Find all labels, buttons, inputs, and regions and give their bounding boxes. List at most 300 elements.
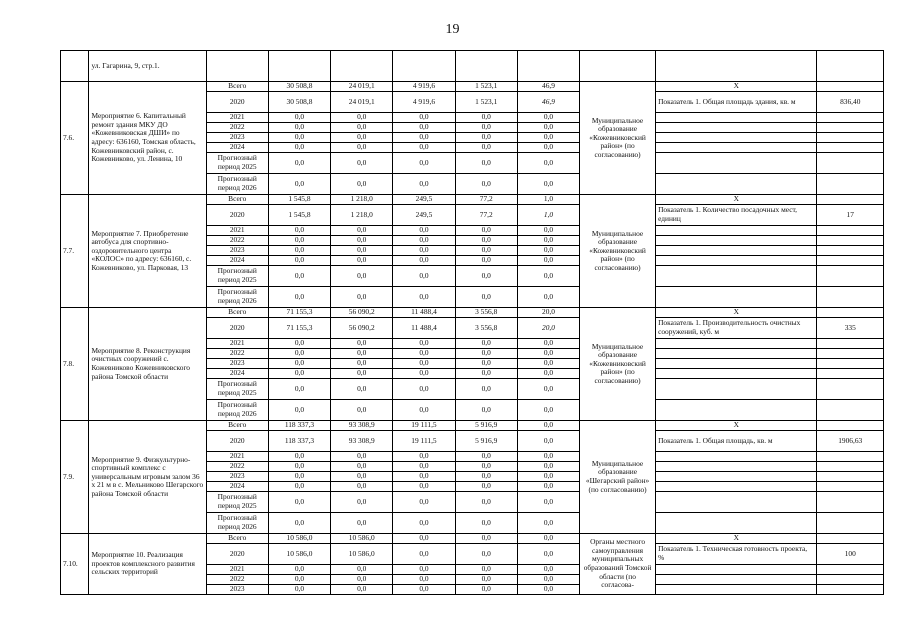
funding-value: 71 155,3 [268, 318, 330, 339]
funding-value: 20,0 [517, 318, 579, 339]
funding-value: 0,0 [331, 236, 393, 246]
funding-value: 56 090,2 [331, 308, 393, 318]
indicator-value-empty [817, 513, 884, 534]
funding-value: 1 218,0 [331, 205, 393, 226]
funding-value: 24 019,1 [331, 92, 393, 113]
funding-value: 1,0 [517, 205, 579, 226]
funding-value: 0,0 [455, 585, 517, 595]
funding-value: 0,0 [393, 575, 455, 585]
funding-value: 0,0 [455, 266, 517, 287]
funding-value: 0,0 [517, 544, 579, 565]
year-label: 2024 [206, 143, 268, 153]
year-label: 2022 [206, 123, 268, 133]
indicator-value-empty [817, 492, 884, 513]
indicator-value-empty [817, 339, 884, 349]
funding-value: 0,0 [331, 143, 393, 153]
funding-value: 0,0 [331, 400, 393, 421]
indicator-value: 836,40 [817, 92, 884, 113]
funding-value: 0,0 [517, 123, 579, 133]
funding-value: 0,0 [268, 472, 330, 482]
funding-value: 10 586,0 [331, 534, 393, 544]
funding-value: 0,0 [455, 113, 517, 123]
funding-value: 0,0 [517, 431, 579, 452]
year-label: 2021 [206, 452, 268, 462]
funding-value: 0,0 [517, 472, 579, 482]
indicator-value-empty [817, 482, 884, 492]
year-label: Всего [206, 421, 268, 431]
indicator-value-empty [817, 359, 884, 369]
funding-value: 0,0 [331, 246, 393, 256]
indicator-value-empty [817, 400, 884, 421]
indicator-empty [656, 369, 817, 379]
measure-name: Мероприятие 10. Реализация проектов комплексного развития сельских территорий [89, 534, 206, 595]
funding-value: 0,0 [331, 266, 393, 287]
funding-value: 0,0 [455, 452, 517, 462]
funding-value: 1 545,8 [268, 205, 330, 226]
funding-value: 0,0 [455, 575, 517, 585]
funding-value: 0,0 [455, 513, 517, 534]
responsible-party: Муниципальное образование «Кожевниковский район» (по согласованию) [580, 308, 656, 421]
funding-value: 0,0 [455, 462, 517, 472]
indicator-value: 100 [817, 544, 884, 565]
indicator-x-mark: Х [656, 82, 817, 92]
funding-value: 0,0 [268, 452, 330, 462]
indicator-value-empty [817, 472, 884, 482]
funding-value: 0,0 [517, 339, 579, 349]
funding-value: 0,0 [393, 143, 455, 153]
funding-value: 71 155,3 [268, 308, 330, 318]
funding-value: 56 090,2 [331, 318, 393, 339]
funding-value: 5 916,9 [455, 431, 517, 452]
indicator-empty [656, 482, 817, 492]
responsible-party: Муниципальное образование «Шегарский район» (по согласованию) [580, 421, 656, 534]
year-label: 2024 [206, 256, 268, 266]
funding-value: 0,0 [455, 143, 517, 153]
funding-value: 0,0 [393, 359, 455, 369]
indicator-value-empty [817, 143, 884, 153]
indicator-empty [656, 236, 817, 246]
funding-value: 0,0 [331, 113, 393, 123]
funding-value: 1 523,1 [455, 82, 517, 92]
funding-value: 3 556,8 [455, 308, 517, 318]
year-label: Прогнозный период 2025 [206, 379, 268, 400]
indicator-empty [656, 359, 817, 369]
funding-value: 0,0 [517, 174, 579, 195]
year-label: Прогнозный период 2026 [206, 513, 268, 534]
funding-value: 0,0 [268, 226, 330, 236]
funding-value: 0,0 [517, 452, 579, 462]
funding-value: 0,0 [393, 379, 455, 400]
year-label: 2023 [206, 585, 268, 595]
funding-value: 0,0 [393, 492, 455, 513]
funding-value: 0,0 [455, 174, 517, 195]
funding-value: 0,0 [393, 123, 455, 133]
funding-value: 0,0 [393, 256, 455, 266]
year-label: 2024 [206, 482, 268, 492]
year-label: Прогнозный период 2025 [206, 492, 268, 513]
funding-value: 0,0 [455, 482, 517, 492]
funding-value: 118 337,3 [268, 431, 330, 452]
funding-value: 19 111,5 [393, 431, 455, 452]
funding-value: 0,0 [331, 339, 393, 349]
indicator-empty [656, 452, 817, 462]
funding-value: 0,0 [393, 472, 455, 482]
funding-value: 0,0 [331, 287, 393, 308]
indicator-value: 1906,63 [817, 431, 884, 452]
measure-number: 7.6. [61, 82, 89, 195]
funding-value: 0,0 [455, 236, 517, 246]
funding-value: 0,0 [455, 359, 517, 369]
indicator-empty [656, 287, 817, 308]
funding-value: 0,0 [517, 113, 579, 123]
year-label: 2022 [206, 349, 268, 359]
year-label: 2021 [206, 565, 268, 575]
funding-value: 0,0 [517, 143, 579, 153]
measure-name: Мероприятие 6. Капитальный ремонт здания МКУ ДО «Кожевниковская ДШИ» по адресу: 636160, Томская область, Кожевниковский район, с. Кожевниково, ул. Ленина, 10 [89, 82, 206, 195]
indicator-empty [656, 585, 817, 595]
funding-value: 0,0 [268, 133, 330, 143]
funding-value: 0,0 [268, 113, 330, 123]
funding-value: 0,0 [393, 133, 455, 143]
indicator-value-empty [817, 246, 884, 256]
funding-value: 0,0 [331, 123, 393, 133]
funding-value: 0,0 [455, 472, 517, 482]
funding-value: 0,0 [517, 359, 579, 369]
funding-value: 0,0 [331, 565, 393, 575]
funding-value: 0,0 [393, 287, 455, 308]
indicator-x-mark: Х [656, 195, 817, 205]
funding-value: 0,0 [268, 236, 330, 246]
indicator-value-empty [817, 174, 884, 195]
funding-value: 0,0 [268, 256, 330, 266]
funding-value: 0,0 [393, 544, 455, 565]
indicator-value-empty [817, 534, 884, 544]
funding-value: 0,0 [455, 534, 517, 544]
funding-value: 0,0 [331, 452, 393, 462]
funding-value: 0,0 [268, 369, 330, 379]
measure-name: Мероприятие 9. Физкультурно-спортивный комплекс с универсальным игровым залом 36 х 21 м в с. Мельниково Шегарского района Томской области [89, 421, 206, 534]
funding-value: 0,0 [455, 246, 517, 256]
funding-value: 0,0 [517, 379, 579, 400]
indicator-value-empty [817, 195, 884, 205]
table-row [61, 534, 884, 544]
funding-value: 0,0 [268, 266, 330, 287]
funding-value: 10 586,0 [268, 534, 330, 544]
funding-value: 1 523,1 [455, 92, 517, 113]
funding-value: 0,0 [331, 379, 393, 400]
year-label: 2021 [206, 226, 268, 236]
responsible-party: Муниципальное образование «Кожевниковский район» (по согласованию) [580, 82, 656, 195]
funding-value: 0,0 [393, 534, 455, 544]
indicator-value-empty [817, 123, 884, 133]
funding-value: 118 337,3 [268, 421, 330, 431]
funding-value: 0,0 [268, 143, 330, 153]
indicator-value-empty [817, 379, 884, 400]
measure-number: 7.9. [61, 421, 89, 534]
top-fragment: ул. Гагарина, 9, стр.1. [89, 51, 206, 82]
funding-value: 0,0 [517, 266, 579, 287]
indicator-empty [656, 133, 817, 143]
responsible-party: Органы местного самоуправления муниципальных образований Томской области (по согласова- [580, 534, 656, 595]
indicator-empty [656, 472, 817, 482]
funding-value: 0,0 [455, 544, 517, 565]
funding-value: 1 218,0 [331, 195, 393, 205]
measure-number: 7.8. [61, 308, 89, 421]
indicator-x-mark: Х [656, 308, 817, 318]
indicator-value: 17 [817, 205, 884, 226]
funding-value: 0,0 [268, 339, 330, 349]
funding-value: 0,0 [393, 369, 455, 379]
funding-value: 0,0 [455, 153, 517, 174]
year-label: Прогнозный период 2026 [206, 400, 268, 421]
indicator-empty [656, 339, 817, 349]
funding-value: 5 916,9 [455, 421, 517, 431]
year-label: Прогнозный период 2026 [206, 287, 268, 308]
funding-value: 0,0 [393, 339, 455, 349]
indicator-value-empty [817, 349, 884, 359]
funding-value: 0,0 [331, 513, 393, 534]
funding-value: 0,0 [455, 379, 517, 400]
funding-value: 0,0 [268, 585, 330, 595]
year-label: 2020 [206, 544, 268, 565]
funding-value: 0,0 [331, 492, 393, 513]
funding-value: 0,0 [455, 123, 517, 133]
indicator-empty [656, 513, 817, 534]
funding-value: 0,0 [268, 379, 330, 400]
funding-value: 77,2 [455, 195, 517, 205]
indicator-empty [656, 226, 817, 236]
year-label: Прогнозный период 2025 [206, 153, 268, 174]
program-table [60, 50, 884, 595]
indicator-value-empty [817, 585, 884, 595]
indicator-empty [656, 153, 817, 174]
funding-value: 0,0 [268, 349, 330, 359]
funding-value: 0,0 [517, 246, 579, 256]
indicator-empty [656, 379, 817, 400]
indicator-empty [656, 246, 817, 256]
funding-value: 0,0 [517, 513, 579, 534]
funding-value: 0,0 [268, 123, 330, 133]
year-label: Всего [206, 534, 268, 544]
year-label: Прогнозный период 2026 [206, 174, 268, 195]
funding-value: 46,9 [517, 92, 579, 113]
table-row [61, 421, 884, 431]
indicator-value-empty [817, 113, 884, 123]
year-label: Всего [206, 195, 268, 205]
funding-value: 0,0 [331, 369, 393, 379]
table-row [61, 82, 884, 92]
funding-value: 0,0 [517, 575, 579, 585]
funding-value: 0,0 [331, 256, 393, 266]
year-label: Прогнозный период 2025 [206, 266, 268, 287]
funding-value: 46,9 [517, 82, 579, 92]
table-row [61, 308, 884, 318]
funding-value: 0,0 [393, 452, 455, 462]
year-label: 2022 [206, 462, 268, 472]
funding-value: 0,0 [455, 339, 517, 349]
funding-value: 0,0 [517, 153, 579, 174]
funding-value: 0,0 [393, 513, 455, 534]
funding-value: 11 488,4 [393, 318, 455, 339]
funding-value: 19 111,5 [393, 421, 455, 431]
year-label: 2021 [206, 339, 268, 349]
funding-value: 0,0 [517, 492, 579, 513]
funding-value: 0,0 [268, 565, 330, 575]
funding-value: 0,0 [331, 472, 393, 482]
year-label: 2020 [206, 318, 268, 339]
funding-value: 4 919,6 [393, 92, 455, 113]
year-label: Всего [206, 82, 268, 92]
funding-value: 0,0 [517, 421, 579, 431]
funding-value: 0,0 [268, 246, 330, 256]
year-label: 2023 [206, 472, 268, 482]
funding-value: 249,5 [393, 195, 455, 205]
indicator-value-empty [817, 369, 884, 379]
funding-value: 3 556,8 [455, 318, 517, 339]
funding-value: 0,0 [455, 133, 517, 143]
indicator-empty [656, 575, 817, 585]
funding-value: 0,0 [331, 462, 393, 472]
indicator-text: Показатель 1. Общая площадь здания, кв. м [656, 92, 817, 113]
funding-value: 0,0 [517, 462, 579, 472]
funding-value: 0,0 [517, 349, 579, 359]
indicator-value-empty [817, 266, 884, 287]
funding-value: 0,0 [393, 482, 455, 492]
funding-value: 30 508,8 [268, 82, 330, 92]
indicator-empty [656, 256, 817, 266]
funding-value: 0,0 [393, 349, 455, 359]
funding-value: 0,0 [517, 256, 579, 266]
indicator-value-empty [817, 226, 884, 236]
funding-value: 0,0 [455, 349, 517, 359]
funding-value: 0,0 [268, 492, 330, 513]
indicator-value-empty [817, 133, 884, 143]
year-label: 2021 [206, 113, 268, 123]
funding-value: 0,0 [455, 256, 517, 266]
funding-value: 0,0 [455, 492, 517, 513]
indicator-value-empty [817, 287, 884, 308]
funding-value: 1,0 [517, 195, 579, 205]
funding-value: 0,0 [331, 359, 393, 369]
funding-value: 93 308,9 [331, 431, 393, 452]
indicator-value-empty [817, 82, 884, 92]
indicator-x-mark: Х [656, 421, 817, 431]
indicator-empty [656, 143, 817, 153]
indicator-empty [656, 113, 817, 123]
funding-value: 0,0 [268, 513, 330, 534]
funding-value: 0,0 [393, 174, 455, 195]
indicator-value-empty [817, 308, 884, 318]
year-label: 2022 [206, 236, 268, 246]
funding-value: 0,0 [517, 585, 579, 595]
funding-value: 30 508,8 [268, 92, 330, 113]
funding-value: 0,0 [268, 400, 330, 421]
funding-value: 0,0 [517, 482, 579, 492]
indicator-empty [656, 565, 817, 575]
funding-value: 0,0 [268, 359, 330, 369]
page-number: 19 [445, 22, 460, 37]
table-row [61, 195, 884, 205]
funding-value: 0,0 [393, 226, 455, 236]
funding-value: 0,0 [455, 565, 517, 575]
row-num [61, 51, 89, 82]
funding-value: 0,0 [393, 462, 455, 472]
funding-value: 0,0 [268, 482, 330, 492]
funding-value: 0,0 [517, 534, 579, 544]
year-label: 2020 [206, 205, 268, 226]
funding-value: 0,0 [331, 585, 393, 595]
funding-value: 0,0 [331, 349, 393, 359]
indicator-text: Показатель 1. Общая площадь, кв. м [656, 431, 817, 452]
funding-value: 0,0 [268, 575, 330, 585]
funding-value: 93 308,9 [331, 421, 393, 431]
indicator-value-empty [817, 565, 884, 575]
indicator-empty [656, 349, 817, 359]
funding-value: 0,0 [393, 400, 455, 421]
funding-value: 0,0 [517, 133, 579, 143]
funding-value: 77,2 [455, 205, 517, 226]
indicator-value-empty [817, 421, 884, 431]
funding-value: 0,0 [517, 287, 579, 308]
indicator-empty [656, 266, 817, 287]
funding-value: 0,0 [268, 287, 330, 308]
indicator-text: Показатель 1. Техническая готовность проекта, % [656, 544, 817, 565]
year-label: 2024 [206, 369, 268, 379]
indicator-value-empty [817, 575, 884, 585]
funding-value: 1 545,8 [268, 195, 330, 205]
measure-number: 7.7. [61, 195, 89, 308]
funding-value: 0,0 [268, 174, 330, 195]
year-label: 2023 [206, 359, 268, 369]
funding-value: 0,0 [331, 133, 393, 143]
indicator-text: Показатель 1. Производительность очистных сооружений, куб. м [656, 318, 817, 339]
funding-value: 0,0 [393, 266, 455, 287]
measure-name: Мероприятие 7. Приобретение автобуса для спортивно-оздоровительного центра «КОЛОС» по адресу: 636160, с. Кожевниково, ул. Парковая, 13 [89, 195, 206, 308]
funding-value: 0,0 [455, 369, 517, 379]
funding-value: 0,0 [331, 153, 393, 174]
funding-value: 20,0 [517, 308, 579, 318]
table-row-top-fragment [61, 51, 884, 82]
funding-value: 0,0 [268, 462, 330, 472]
funding-value: 0,0 [393, 113, 455, 123]
indicator-value-empty [817, 236, 884, 246]
year-label: Всего [206, 308, 268, 318]
year-label: 2023 [206, 133, 268, 143]
funding-value: 249,5 [393, 205, 455, 226]
funding-value: 0,0 [331, 226, 393, 236]
funding-value: 0,0 [517, 226, 579, 236]
year-label: 2020 [206, 92, 268, 113]
funding-value: 10 586,0 [268, 544, 330, 565]
indicator-empty [656, 462, 817, 472]
funding-value: 0,0 [455, 287, 517, 308]
funding-value: 0,0 [455, 226, 517, 236]
funding-value: 0,0 [393, 153, 455, 174]
funding-value: 0,0 [393, 236, 455, 246]
indicator-x-mark: Х [656, 534, 817, 544]
funding-value: 24 019,1 [331, 82, 393, 92]
funding-value: 4 919,6 [393, 82, 455, 92]
funding-value: 0,0 [393, 246, 455, 256]
funding-value: 0,0 [393, 565, 455, 575]
responsible-party: Муниципальное образование «Кожевниковский район» (по согласованию) [580, 195, 656, 308]
indicator-empty [656, 492, 817, 513]
indicator-text: Показатель 1. Количество посадочных мест, единиц [656, 205, 817, 226]
funding-value: 0,0 [331, 482, 393, 492]
indicator-value: 335 [817, 318, 884, 339]
indicator-value-empty [817, 462, 884, 472]
funding-value: 0,0 [517, 236, 579, 246]
